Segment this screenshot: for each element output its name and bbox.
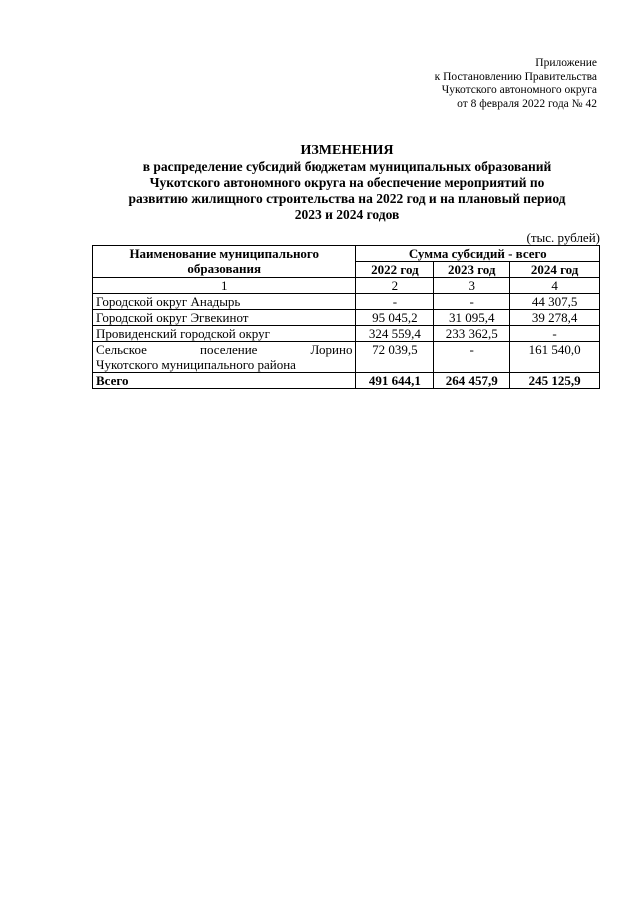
- header-year-2022: 2022 год: [356, 262, 434, 278]
- header-municipality: Наименование муниципального образования: [93, 246, 356, 278]
- title-heading: ИЗМЕНЕНИЯ: [300, 143, 394, 158]
- value-2022: -: [356, 294, 434, 310]
- header-subsidy-sum: Сумма субсидий - всего: [356, 246, 600, 262]
- document-title: [92, 143, 602, 223]
- value-2022: 72 039,5: [356, 342, 434, 373]
- header-year-2024: 2024 год: [510, 262, 600, 278]
- appendix-line-3: Чукотского автономного округа: [441, 84, 597, 96]
- column-number: 2: [356, 278, 434, 294]
- municipality-name: Городской округ Анадырь: [93, 294, 356, 310]
- table-row: [93, 342, 600, 373]
- units-label: (тыс. рублей): [526, 230, 600, 245]
- column-numbers-row: [93, 278, 600, 294]
- total-2022: 491 644,1: [356, 373, 434, 389]
- appendix-line-1: Приложение: [535, 57, 597, 69]
- value-2022: 324 559,4: [356, 326, 434, 342]
- column-number: 4: [510, 278, 600, 294]
- total-row: [93, 373, 600, 389]
- table-row: [93, 294, 600, 310]
- municipality-name: Городской округ Эгвекинот: [93, 310, 356, 326]
- subsidies-table: [92, 245, 600, 389]
- municipality-name: Провиденский городской округ: [93, 326, 356, 342]
- value-2023: -: [434, 294, 510, 310]
- appendix-block: [435, 57, 597, 111]
- title-line-4: 2023 и 2024 годов: [294, 207, 400, 222]
- table-header-row: [93, 246, 600, 262]
- column-number: 3: [434, 278, 510, 294]
- municipality-name-line-2: Чукотского муниципального района: [96, 357, 296, 372]
- appendix-line-2: к Постановлению Правительства: [434, 70, 597, 83]
- title-line-2: Чукотского автономного округа на обеспечение мероприятий по: [149, 175, 545, 190]
- title-line-3: развитию жилищного строительства на 2022 год и на плановый период: [128, 191, 566, 206]
- value-2023: 233 362,5: [434, 326, 510, 342]
- title-line-1: в распределение субсидий бюджетам муниципальных образований: [142, 159, 552, 174]
- header-year-2023: 2023 год: [434, 262, 510, 278]
- value-2024: 161 540,0: [510, 342, 600, 373]
- total-2024: 245 125,9: [510, 373, 600, 389]
- table-row: [93, 326, 600, 342]
- total-label: Всего: [93, 373, 356, 389]
- table-row: [93, 310, 600, 326]
- value-2022: 95 045,2: [356, 310, 434, 326]
- value-2023: 31 095,4: [434, 310, 510, 326]
- appendix-line-4: от 8 февраля 2022 года № 42: [457, 97, 597, 110]
- column-number: 1: [93, 278, 356, 294]
- value-2023: -: [434, 342, 510, 373]
- municipality-name-line-1: Сельское поселение Лорино: [96, 342, 353, 357]
- value-2024: -: [510, 326, 600, 342]
- municipality-name: [93, 342, 356, 373]
- total-2023: 264 457,9: [434, 373, 510, 389]
- value-2024: 39 278,4: [510, 310, 600, 326]
- value-2024: 44 307,5: [510, 294, 600, 310]
